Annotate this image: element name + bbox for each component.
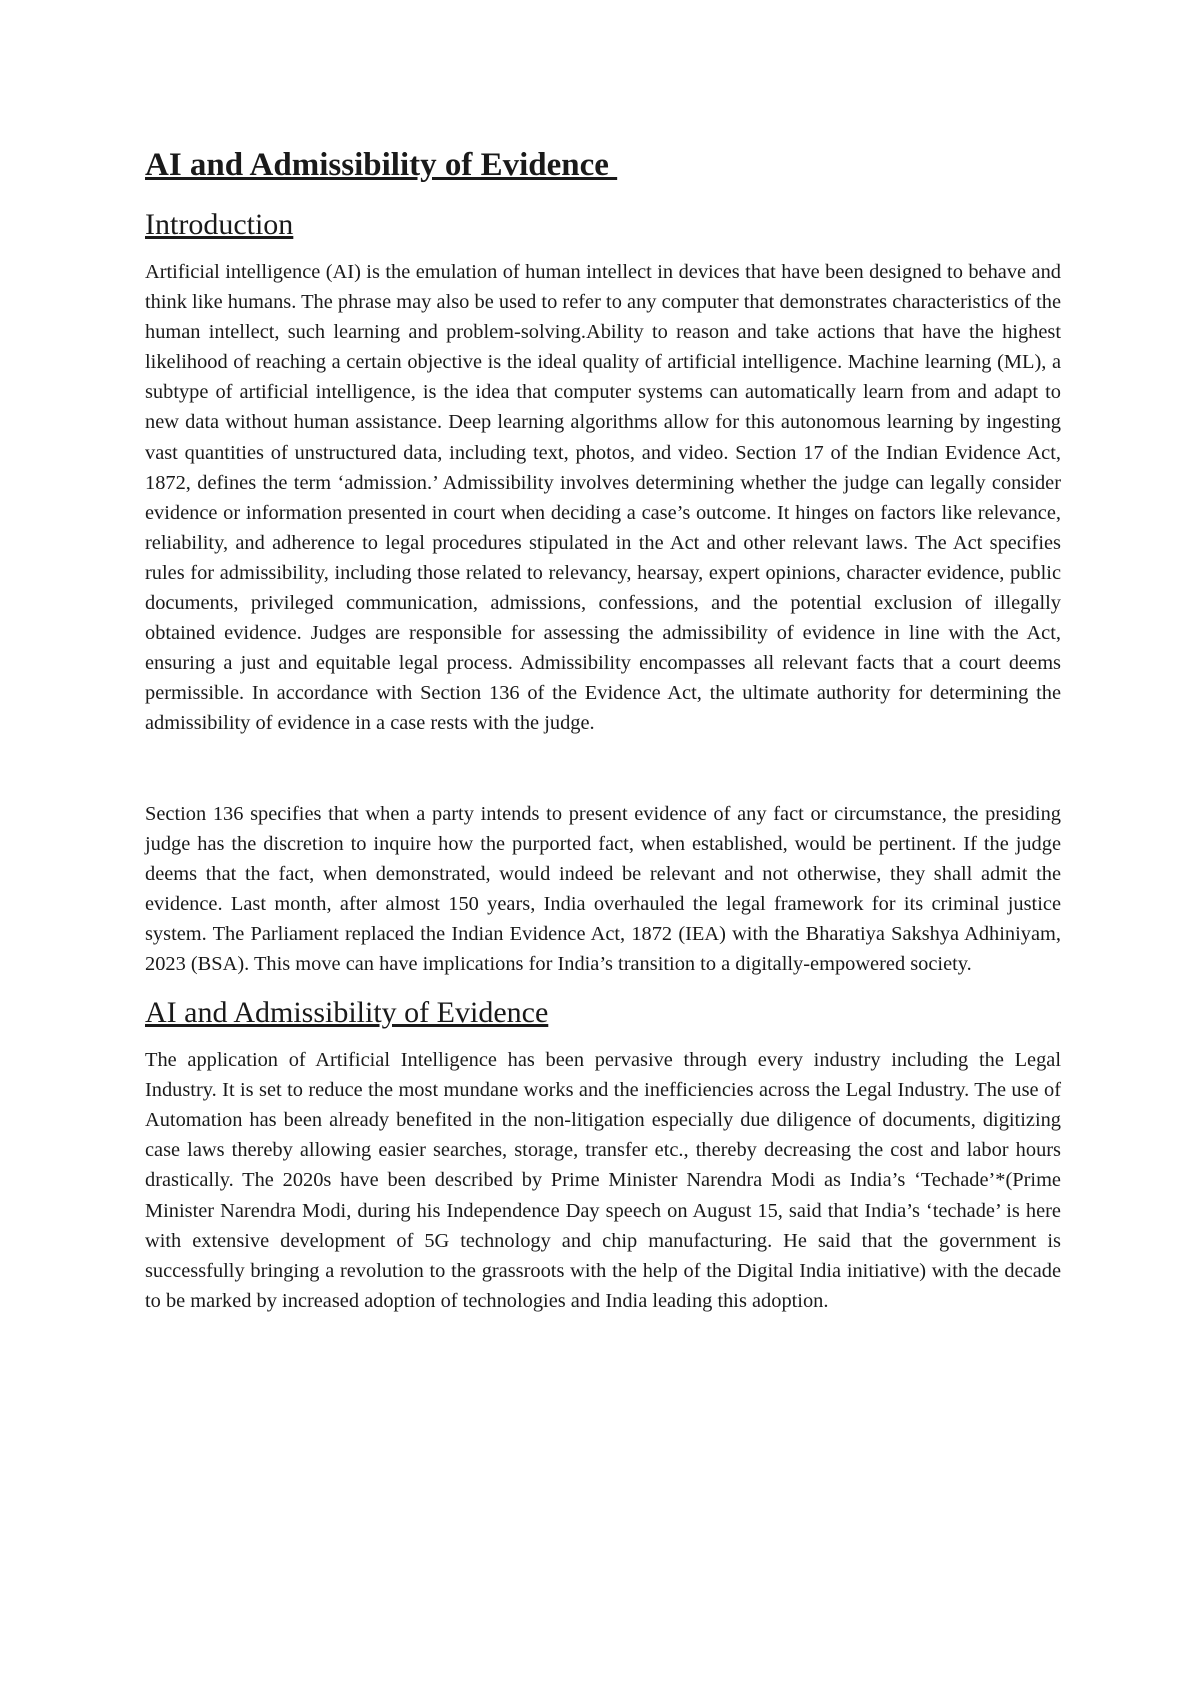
section-spacer: [145, 979, 1061, 993]
paragraph-ai-admissibility-1: The application of Artificial Intelligence has been pervasive through every industry including the Legal Industry. It is set to reduce the most mundane works and the inefficiencies across the Legal Industry. The use of Automation has been already benefited in the non-litigation especially due diligence of documents, digitizing case laws thereby allowing easier searches, storage, transfer etc., thereby decreasing the cost and labor hours drastically. The 2020s have been described by Prime Minister Narendra Modi as India’s ‘Techade’*(Prime Minister Narendra Modi, during his Independence Day speech on August 15, said that India’s ‘techade’ is here with extensive development of 5G technology and chip manufacturing. He said that the government is successfully bringing a revolution to the grassroots with the help of the Digital India initiative) with the decade to be marked by increased adoption of technologies and India leading this adoption.: [145, 1049, 1061, 1312]
paragraph-introduction-1: Artificial intelligence (AI) is the emulation of human intellect in devices that have been designed to behave and think like humans. The phrase may also be used to refer to any computer that demonstrates characteristics of the human intellect, such learning and problem-solving.Ability to reason and take actions that have the highest likelihood of reaching a certain objective is the ideal quality of artificial intelligence. Machine learning (ML), a subtype of artificial intelligence, is the idea that computer systems can automatically learn from and adapt to new data without human assistance. Deep learning algorithms allow for this autonomous learning by ingesting vast quantities of unstructured data, including text, photos, and video. Section 17 of the Indian Evidence Act, 1872, defines the term ‘admission.’ Admissibility involves determining whether the judge can legally consider evidence or information presented in court when deciding a case’s outcome. It hinges on factors like relevance, reliability, and adherence to legal procedures stipulated in the Act and other relevant laws. The Act specifies rules for admissibility, including those related to relevancy, hearsay, expert opinions, character evidence, public documents, privileged communication, admissions, confessions, and the potential exclusion of illegally obtained evidence. Judges are responsible for assessing the admissibility of evidence in line with the Act, ensuring a just and equitable legal process. Admissibility encompasses all relevant facts that a court deems permissible. In accordance with Section 136 of the Evidence Act, the ultimate authority for determining the admissibility of evidence in a case rests with the judge.: [145, 261, 1061, 735]
section-heading-ai-admissibility: AI and Admissibility of Evidence: [145, 996, 549, 1030]
paragraph-spacer: [145, 739, 1061, 799]
document-page: [145, 143, 1061, 1316]
document-title: AI and Admissibility of Evidence: [145, 147, 618, 183]
paragraph-introduction-2: Section 136 specifies that when a party intends to present evidence of any fact or circumstance, the presiding judge has the discretion to inquire how the purported fact, when established, would be pertinent. If the judge deems that the fact, when demonstrated, would indeed be relevant and not otherwise, they shall admit the evidence. Last month, after almost 150 years, India overhauled the legal framework for its criminal justice system. The Parliament replaced the Indian Evidence Act, 1872 (IEA) with the Bharatiya Sakshya Adhiniyam, 2023 (BSA). This move can have implications for India’s transition to a digitally-empowered society.: [145, 802, 1061, 975]
section-heading-introduction: Introduction: [145, 208, 294, 241]
